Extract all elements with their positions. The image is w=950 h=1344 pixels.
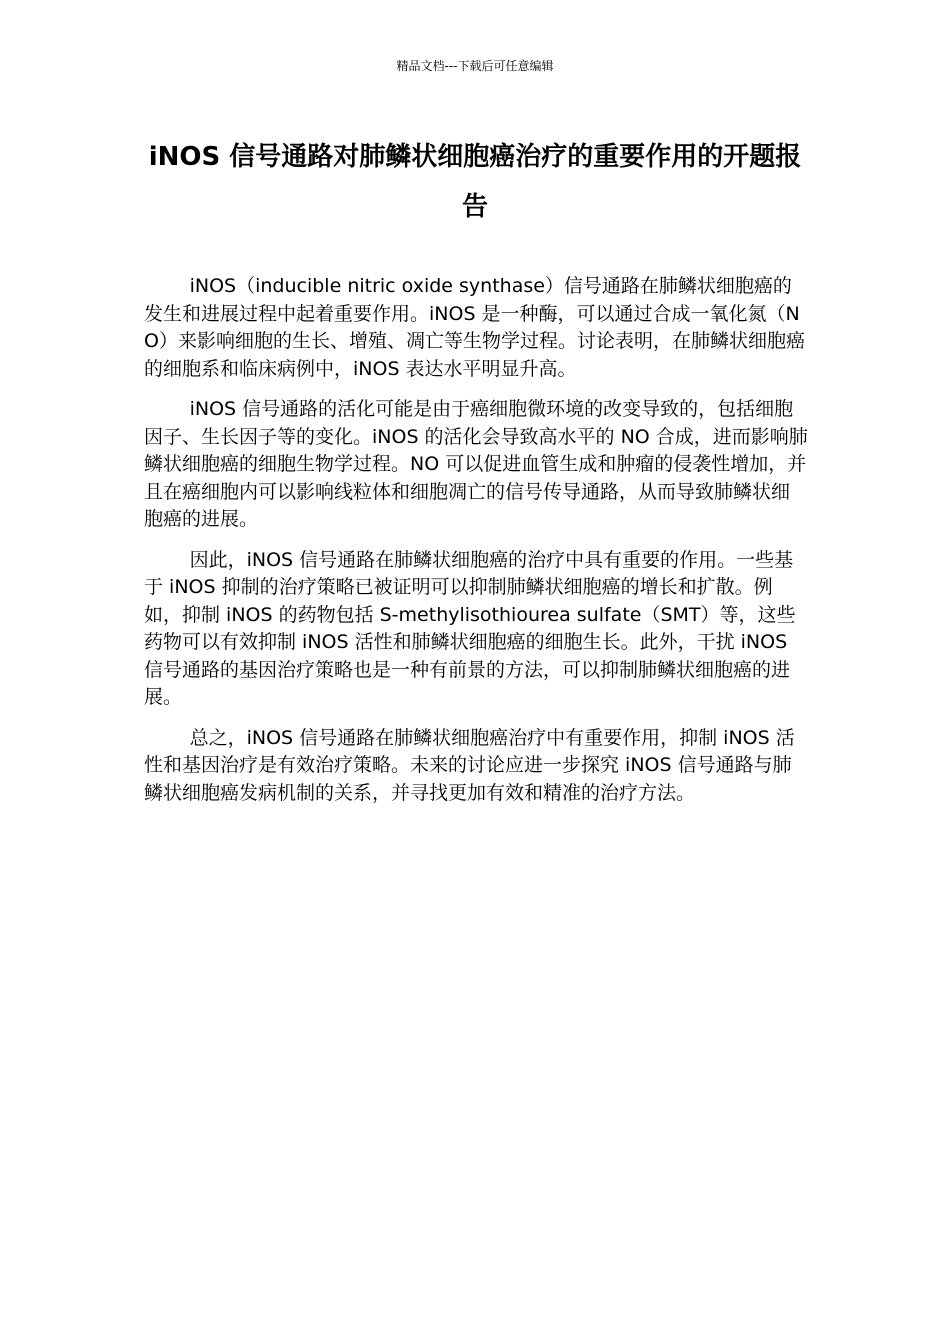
paragraph-2: iNOS 信号通路的活化可能是由于癌细胞微环境的改变导致的，包括细胞因子、生长因子等的变化。iNOS 的活化会导致高水平的 NO 合成，进而影响肺鳞状细胞癌的细胞生物学过程。NO 可以促进血管生成和肿瘤的侵袭性增加，并且在癌细胞内可以影响线粒体和细胞凋亡的信号传导通路，从而导致肺鳞状细胞癌的进展。 — [144, 398, 808, 530]
document-title: iNOS 信号通路对肺鳞状细胞癌治疗的重要作用的开题报告 — [148, 142, 802, 222]
paragraph-4: 总之，iNOS 信号通路在肺鳞状细胞癌治疗中有重要作用，抑制 iNOS 活性和基因治疗是有效治疗策略。未来的讨论应进一步探究 iNOS 信号通路与肺鳞状细胞癌发病机制的关系，并寻找更加有效和精准的治疗方法。 — [144, 726, 795, 804]
document-body — [144, 273, 808, 820]
paragraph-1: iNOS（inducible nitric oxide synthase）信号通路在肺鳞状细胞癌的发生和进展过程中起着重要作用。iNOS 是一种酶，可以通过合成一氧化氮（NO）来影响细胞的生长、增殖、凋亡等生物学过程。讨论表明，在肺鳞状细胞癌的细胞系和临床病例中，iNOS 表达水平明显升高。 — [144, 275, 805, 380]
paragraph-3: 因此，iNOS 信号通路在肺鳞状细胞癌的治疗中具有重要的作用。一些基于 iNOS 抑制的治疗策略已被证明可以抑制肺鳞状细胞癌的增长和扩散。例如，抑制 iNOS 的药物包括 S-methylisothiourea sulfate（SMT）等，这些药物可以有效抑制 iNOS 活性和肺鳞状细胞癌的细胞生长。此外，干扰 iNOS 信号通路的基因治疗策略也是一种有前景的方法，可以抑制肺鳞状细胞癌的进展。 — [144, 548, 796, 708]
header-note: 精品文档---下载后可任意编辑 — [396, 59, 554, 73]
